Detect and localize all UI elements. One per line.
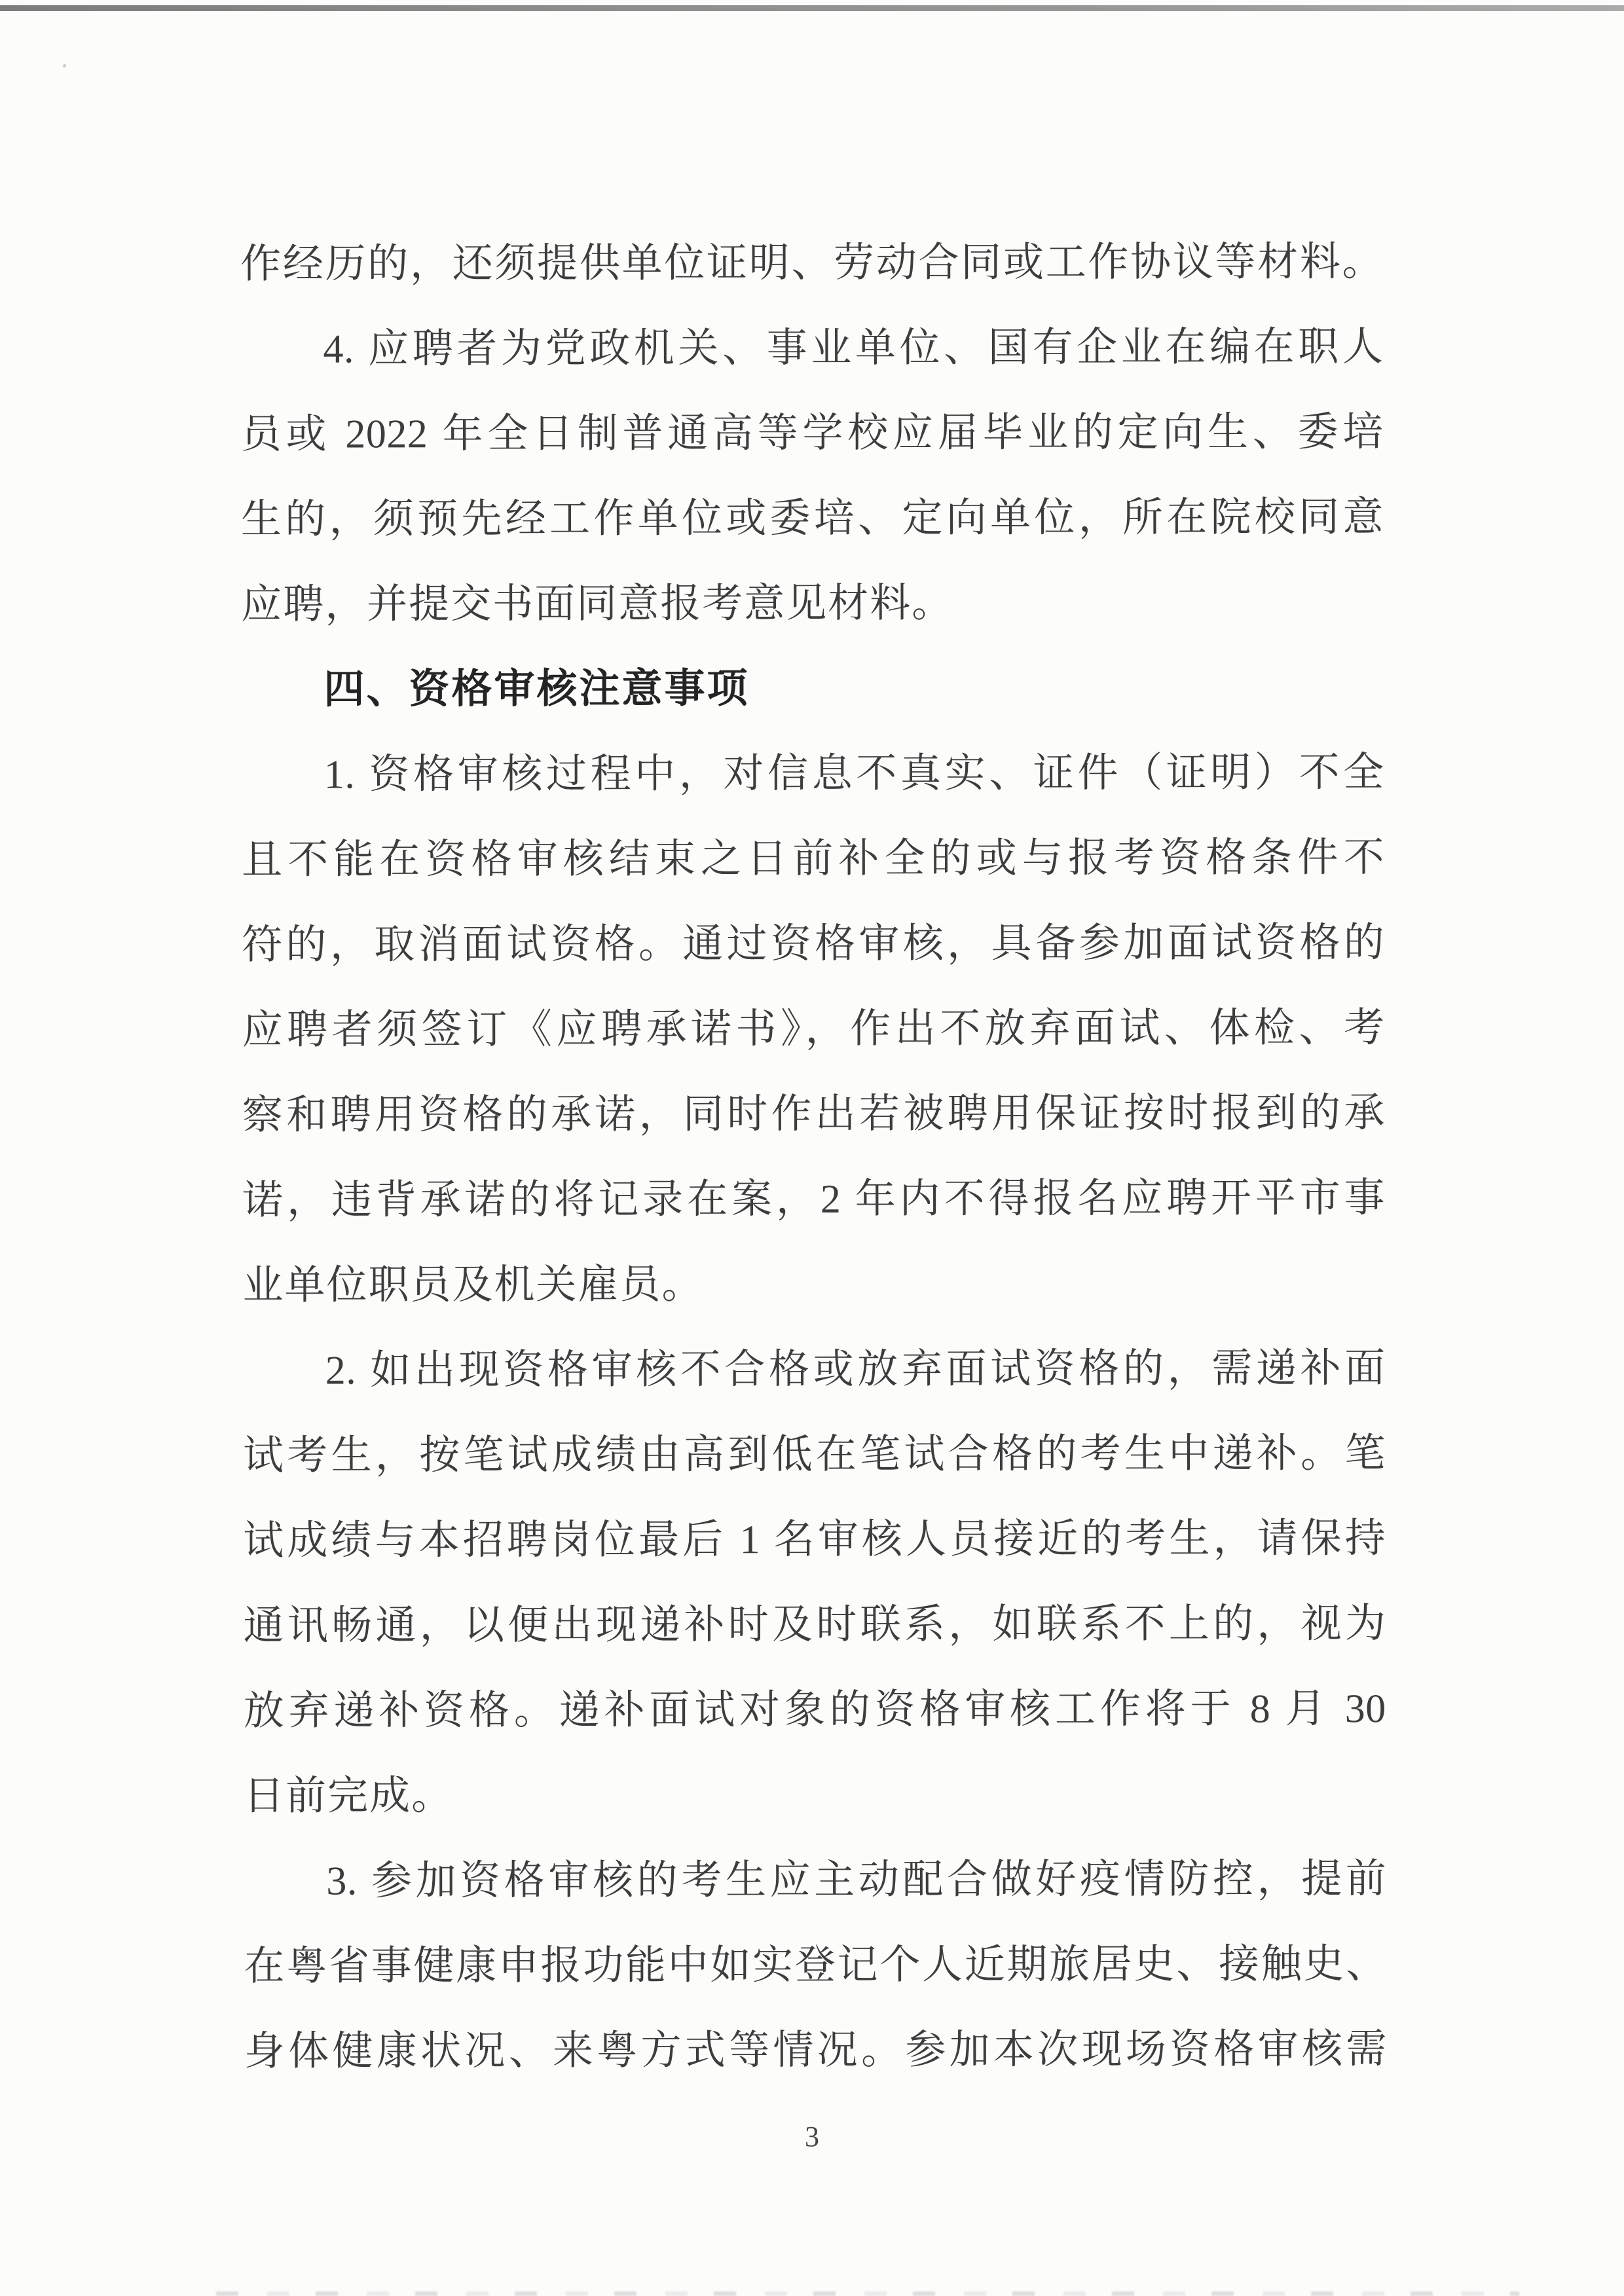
document-line: 3. 参加资格审核的考生应主动配合做好疫情防控，提前 <box>326 1857 1387 1904</box>
document-line: 符的，取消面试资格。通过资格审核，具备参加面试资格的 <box>242 920 1385 968</box>
document-line: 察和聘用资格的承诺，同时作出若被聘用保证按时报到的承 <box>242 1091 1385 1138</box>
page-number: 3 <box>805 2121 819 2153</box>
document-line: 试考生，按笔试成绩由高到低在笔试合格的考生中递补。笔 <box>242 1431 1386 1478</box>
section-heading: 四、资格审核注意事项 <box>323 666 750 712</box>
scan-artifact-bottom-fragments <box>216 2291 1519 2296</box>
scan-noise-speck <box>63 64 66 67</box>
document-line: 试成绩与本招聘岗位最后 1 名审核人员接近的考生，请保持 <box>243 1516 1386 1563</box>
document-line: 应聘，并提交书面同意报考意见材料。 <box>241 581 954 627</box>
document-line: 诺，违背承诺的将记录在案，2 年内不得报名应聘开平市事 <box>242 1176 1386 1223</box>
document-line: 2. 如出现资格审核不合格或放弃面试资格的，需递补面 <box>325 1346 1386 1393</box>
document-body <box>240 219 1387 2094</box>
document-line: 1. 资格审核过程中，对信息不真实、证件（证明）不全 <box>323 750 1384 797</box>
document-line: 且不能在资格审核结束之日前补全的或与报考资格条件不 <box>241 835 1385 883</box>
document-line: 作经历的，还须提供单位证明、劳动合同或工作协议等材料。 <box>240 240 1384 287</box>
scan-artifact-top-band <box>0 5 1624 11</box>
document-line: 在粤省事健康申报功能中如实登记个人近期旅居史、接触史、 <box>244 1942 1387 1989</box>
document-line: 身体健康状况、来粤方式等情况。参加本次现场资格审核需 <box>244 2027 1387 2074</box>
document-line: 日前完成。 <box>243 1774 454 1819</box>
document-line: 生的，须预先经工作单位或委培、定向单位，所在院校同意 <box>240 495 1384 542</box>
document-line: 员或 2022 年全日制普通高等学校应届毕业的定向生、委培 <box>240 410 1384 457</box>
document-line: 业单位职员及机关雇员。 <box>242 1262 704 1308</box>
document-line: 通讯畅通，以便出现递补时及时联系，如联系不上的，视为 <box>243 1601 1386 1649</box>
document-line: 放弃递补资格。递补面试对象的资格审核工作将于 8 月 30 <box>243 1686 1386 1734</box>
document-line: 应聘者须签订《应聘承诺书》，作出不放弃面试、体检、考 <box>242 1006 1385 1053</box>
document-line: 4. 应聘者为党政机关、事业单位、国有企业在编在职人 <box>323 325 1384 372</box>
